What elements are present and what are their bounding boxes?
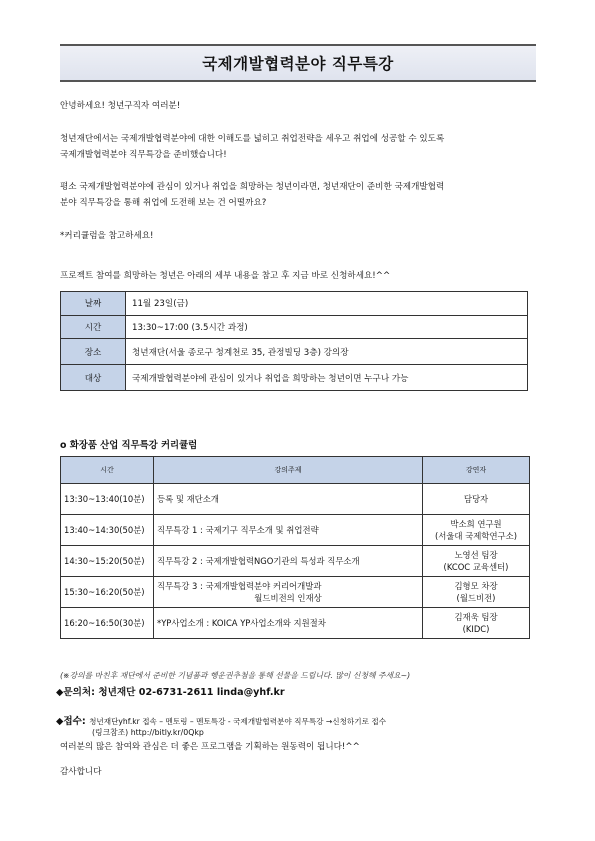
apply-label: ◆접수: <box>56 716 90 727</box>
apply-link[interactable]: (링크참조) http://bitly.kr/0Qkp <box>92 728 204 737</box>
info-row <box>61 315 528 339</box>
session-speaker <box>423 608 530 639</box>
header-speaker: 강연자 <box>423 457 530 484</box>
session-topic <box>154 608 423 639</box>
speaker-org: (서울대 국제학연구소) <box>434 531 517 541</box>
intro-line-2: 국제개발협력분야 직무특강을 준비했습니다! <box>60 150 227 160</box>
table-row <box>61 577 530 608</box>
header-topic: 강의주제 <box>154 457 423 484</box>
apply-prompt: 프로젝트 참여를 희망하는 청년은 아래의 세부 내용을 참고 후 지금 바로 신청하세요!^^ <box>60 271 391 281</box>
page-title: 국제개발협력분야 직무특강 <box>202 55 394 73</box>
info-value: 국제개발협력분야에 관심이 있거나 취업을 희망하는 청년이면 누구나 가능 <box>126 365 528 391</box>
topic-line: 등록 및 재단소개 <box>157 494 219 504</box>
invite-line-2: 분야 직무특강을 통해 취업에 도전해 보는 건 어떨까요? <box>60 198 267 208</box>
session-time: 14:30~15:20(50분) <box>61 546 154 577</box>
contact-value: 청년재단 02-6731-2611 linda@yhf.kr <box>98 687 285 698</box>
header-time: 시간 <box>61 457 154 484</box>
topic-line: 직무특강 1 : 국제기구 직무소개 및 취업전략 <box>157 525 319 535</box>
info-label: 장소 <box>61 339 126 365</box>
table-row <box>61 484 530 515</box>
curriculum-table <box>60 456 530 639</box>
session-topic <box>154 484 423 515</box>
closing-thanks: 감사합니다 <box>60 767 102 777</box>
session-speaker <box>423 515 530 546</box>
info-table <box>60 291 528 391</box>
info-row <box>61 365 528 391</box>
closing-message: 여러분의 많은 참여와 관심은 더 좋은 프로그램을 기획하는 원동력이 됩니다!^^ <box>60 742 360 752</box>
invite-line-1: 평소 국제개발협력분야에 관심이 있거나 취업을 희망하는 청년이라면, 청년재단이 준비한 국제개발협력 <box>60 182 445 192</box>
section-title: o 화장품 산업 직무특강 커리큘럼 <box>60 440 198 451</box>
info-value: 13:30~17:00 (3.5시간 과정) <box>126 315 528 339</box>
title-banner <box>60 44 536 82</box>
session-time: 15:30~16:20(50분) <box>61 577 154 608</box>
info-label: 대상 <box>61 365 126 391</box>
session-time: 13:40~14:30(50분) <box>61 515 154 546</box>
speaker-name: 김재욱 팀장 <box>454 612 498 622</box>
session-topic <box>154 515 423 546</box>
speaker-name: 담당자 <box>463 494 489 504</box>
intro-line-1: 청년재단에서는 국제개발협력분야에 대한 이해도를 넓히고 취업전략을 세우고 취업에 성공할 수 있도록 <box>60 134 445 144</box>
table-row <box>61 546 530 577</box>
speaker-name: 노영선 팀장 <box>454 550 498 560</box>
session-speaker <box>423 546 530 577</box>
contact-info <box>56 684 285 698</box>
apply-info <box>56 713 386 727</box>
table-row <box>61 515 530 546</box>
apply-value: 청년재단yhf.kr 접속 – 멘토링 – 멘토특강 - 국제개발협력분야 직무특강 →신청하기로 접수 <box>89 717 387 726</box>
speaker-org: (KIDC) <box>462 624 490 634</box>
topic-line-2: 월드비전의 인재상 <box>254 593 322 603</box>
topic-line: *YP사업소개 : KOICA YP사업소개와 지원절차 <box>157 618 326 628</box>
info-label: 시간 <box>61 315 126 339</box>
gift-note: (※강의를 마친후 재단에서 준비한 기념품과 행운권추첨을 통해 선물을 드립니다. 많이 신청해 주세요~) <box>60 671 411 680</box>
topic-line: 직무특강 3 : 국제개발협력분야 커리어개발과 <box>157 581 322 591</box>
info-label: 날짜 <box>61 292 126 316</box>
info-row <box>61 292 528 316</box>
session-speaker <box>423 484 530 515</box>
greeting: 안녕하세요! 청년구직자 여러분! <box>60 101 181 111</box>
speaker-name: 박소희 연구원 <box>450 519 502 529</box>
session-topic <box>154 577 423 608</box>
speaker-name: 김형모 차장 <box>454 581 498 591</box>
topic-line: 직무특강 2 : 국제개발협력NGO기관의 특성과 직무소개 <box>157 556 360 566</box>
curriculum-header-row <box>61 457 530 484</box>
session-time: 16:20~16:50(30분) <box>61 608 154 639</box>
speaker-org: (월드비전) <box>456 593 496 603</box>
info-row <box>61 339 528 365</box>
session-speaker <box>423 577 530 608</box>
session-time: 13:30~13:40(10분) <box>61 484 154 515</box>
session-topic <box>154 546 423 577</box>
speaker-org: (KCOC 교육센터) <box>443 562 509 572</box>
table-row <box>61 608 530 639</box>
info-value: 11월 23일(금) <box>126 292 528 316</box>
info-value: 청년재단(서울 종로구 청계천로 35, 관정빌딩 3층) 강의장 <box>126 339 528 365</box>
curriculum-reference: *커리큘럼을 참고하세요! <box>60 231 154 241</box>
contact-label: ◆문의처: <box>56 687 99 698</box>
